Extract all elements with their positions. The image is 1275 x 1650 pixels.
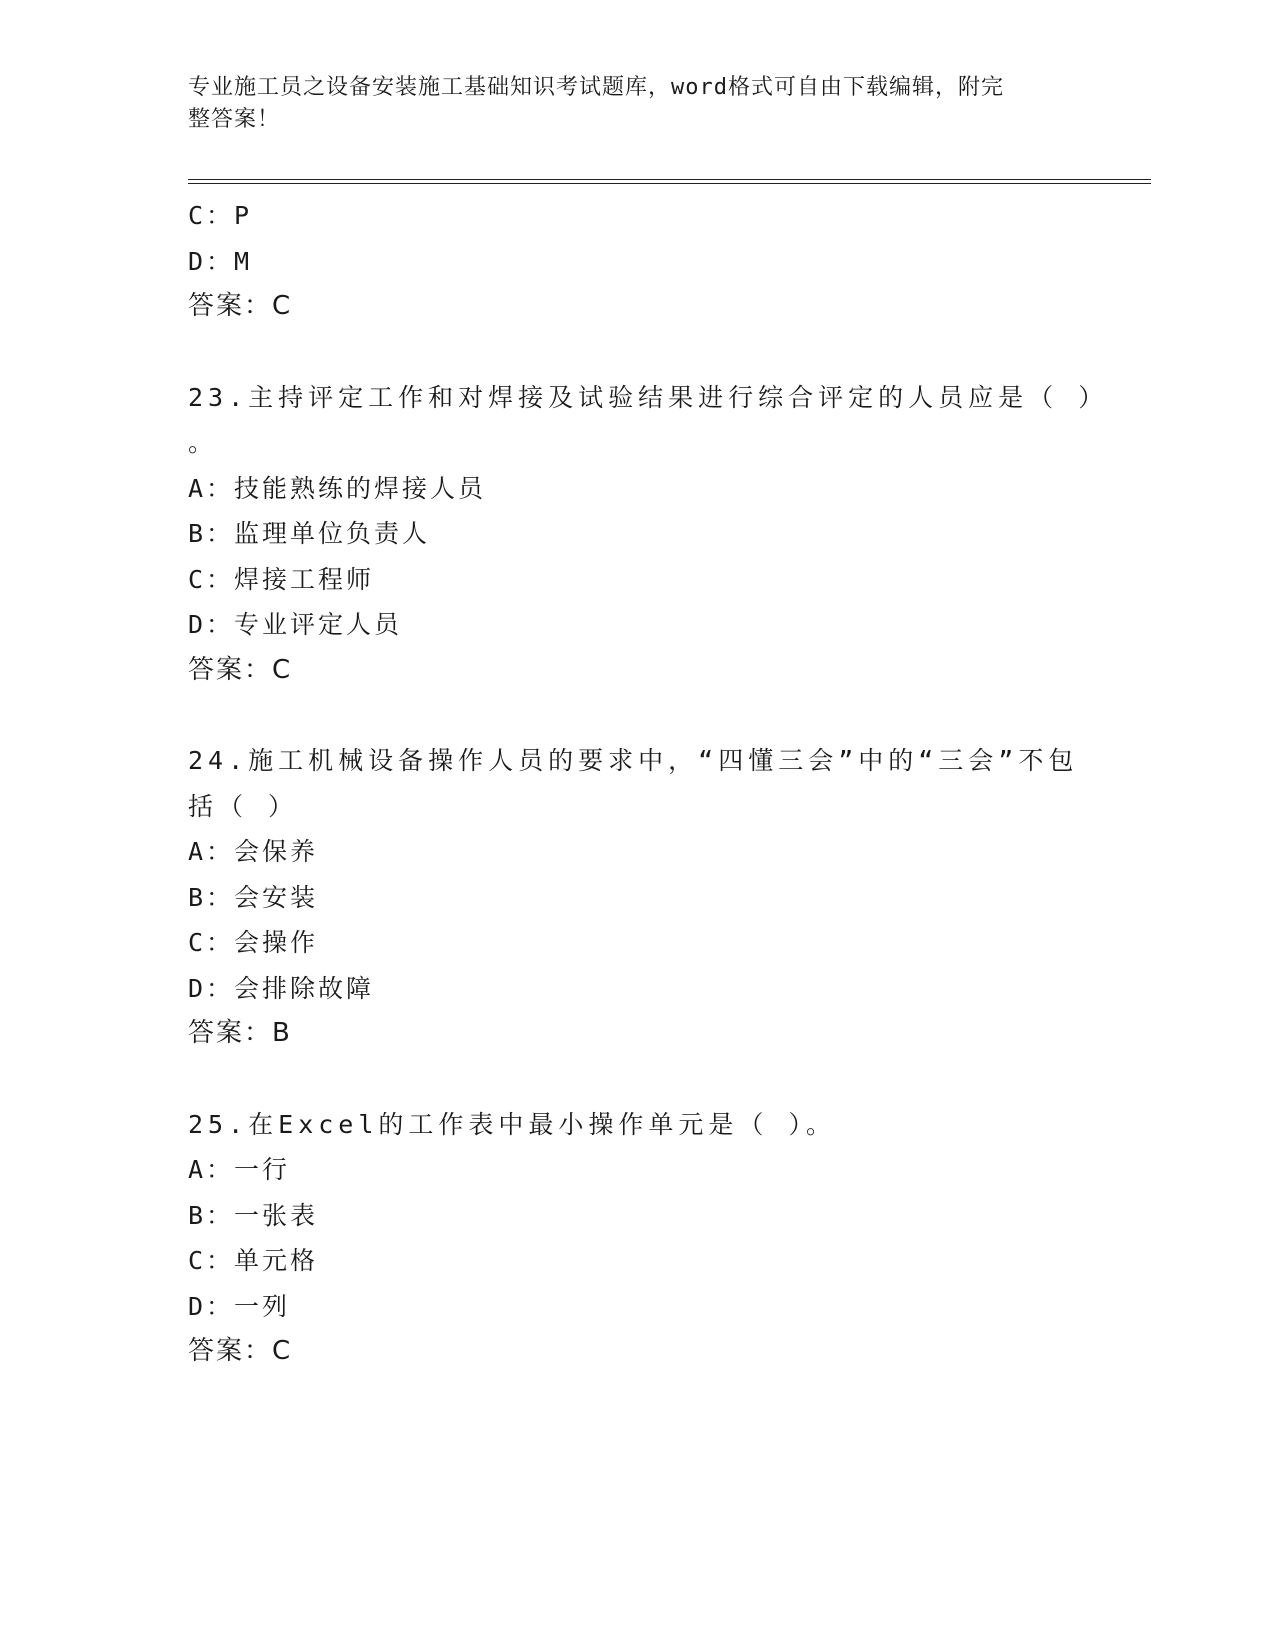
q25-option-c: C：单元格	[188, 1246, 319, 1275]
q25-stem-line-1: 25.在Excel的工作表中最小操作单元是（ ）。	[188, 1109, 836, 1139]
question-23	[188, 375, 1109, 694]
q23-answer: 答案：C	[188, 654, 293, 685]
q23-option-d: D：专业评定人员	[188, 610, 403, 639]
document-header	[188, 72, 1068, 136]
q23-stem-line-2: 。	[188, 428, 219, 457]
q23-option-b: B：监理单位负责人	[188, 519, 431, 548]
document-body	[188, 193, 1109, 1375]
spacer	[188, 1057, 1088, 1102]
q22-answer: 答案：C	[188, 291, 293, 321]
question-24	[188, 738, 1088, 1057]
q24-option-a: A：会保养	[188, 837, 319, 866]
question-25	[188, 1102, 1088, 1375]
spacer	[188, 693, 1088, 738]
header-line-1: 专业施工员之设备安装施工基础知识考试题库，word格式可自由下载编辑，附完	[188, 75, 1004, 100]
q25-option-a: A：一行	[188, 1155, 291, 1184]
q23-option-a: A：技能熟练的焊接人员	[188, 473, 487, 503]
q24-option-b: B：会安装	[188, 882, 319, 912]
q25-answer: 答案：C	[188, 1336, 293, 1366]
q25-option-d: D：一列	[188, 1291, 291, 1321]
q24-stem-line-2: 括（ ）	[188, 791, 299, 821]
spacer	[188, 330, 1088, 375]
q25-option-b: B：一张表	[188, 1200, 319, 1230]
q22-option-c: C：P	[188, 201, 253, 230]
q23-stem-line-1: 23.主持评定工作和对焊接及试验结果进行综合评定的人员应是（ ）	[188, 382, 1109, 412]
q23-option-c: C：焊接工程师	[188, 564, 375, 594]
q24-option-c: C：会操作	[188, 928, 319, 957]
header-line-2: 整答案！	[188, 107, 281, 132]
q24-stem-line-1: 24.施工机械设备操作人员的要求中，“四懂三会”中的“三会”不包	[188, 746, 1079, 775]
q24-answer: 答案：B	[188, 1018, 292, 1048]
question-22-tail	[188, 193, 1088, 330]
q22-option-d: D：M	[188, 246, 253, 276]
header-divider	[188, 179, 1151, 184]
q24-option-d: D：会排除故障	[188, 973, 375, 1003]
